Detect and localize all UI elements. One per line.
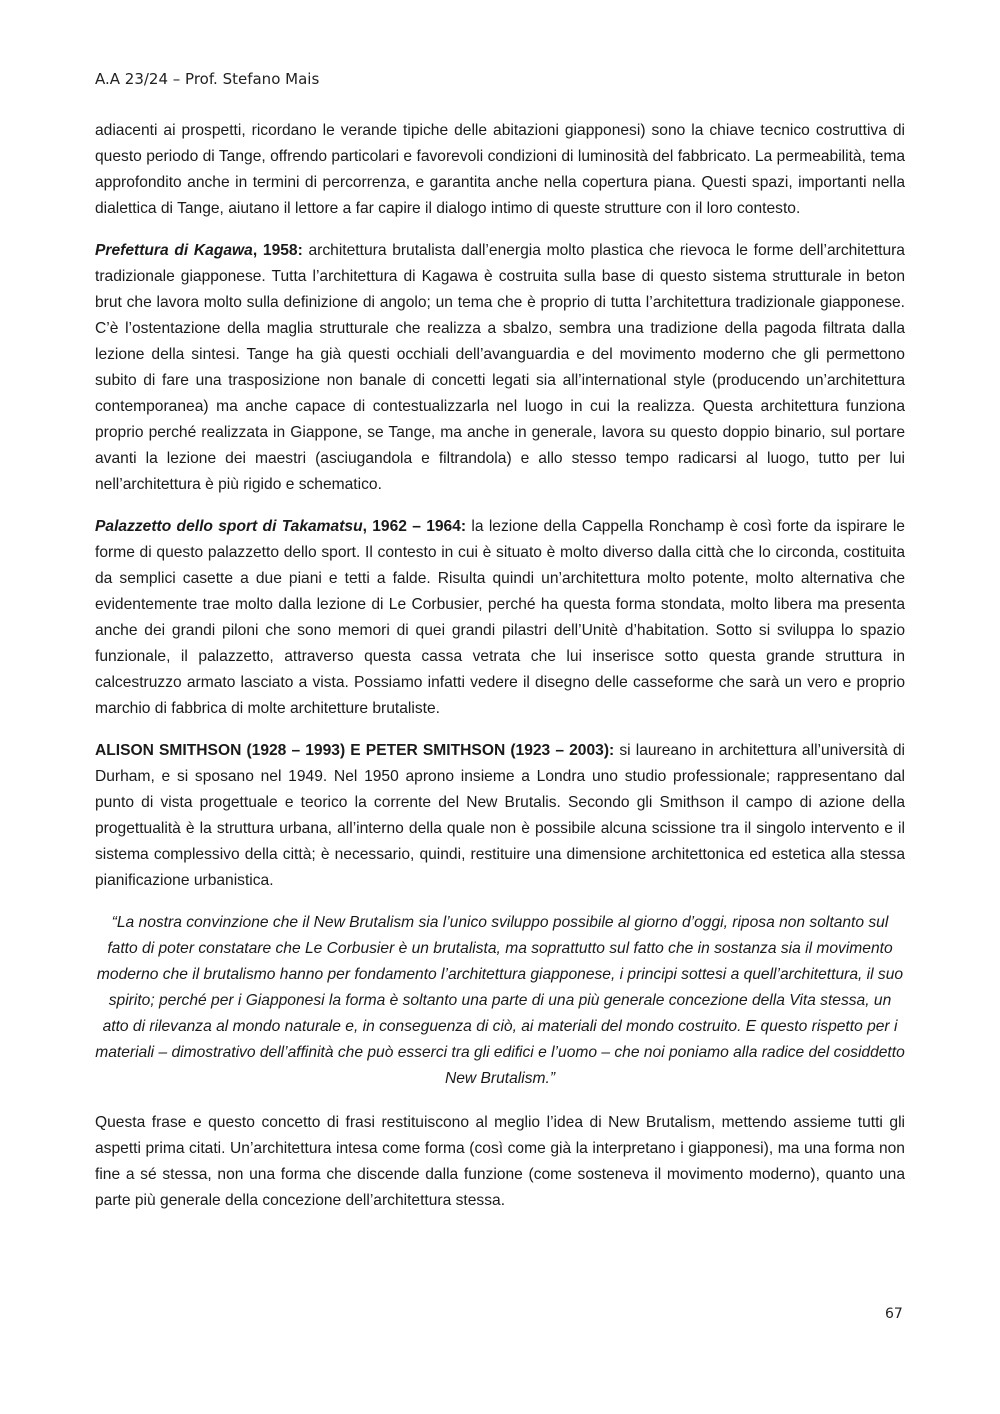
page-number: 67 — [885, 1306, 903, 1322]
page-header: A.A 23/24 – Prof. Stefano Mais — [95, 70, 320, 88]
kagawa-title: Prefettura di Kagawa — [95, 242, 253, 259]
smithson-quote: “La nostra convinzione che il New Brutalism sia l’unico sviluppo possibile al giorno d’oggi, riposa non soltanto sul fatto di poter constatare che Le Corbusier è un brutalista, ma soprattutto sul fatto che in sostanza sia il movimento moderno che il brutalismo hanno per fondamento l’architettura giapponese, i principi sottesi a quell’architettura, il suo spirito; perché per i Giapponesi la forma è soltanto una parte di una più generale concezione della Vita stessa, un atto di rilevanza al mondo naturale e, in conseguenza di ciò, ai materiali del mondo costruito. E questo rispetto per i materiali – dimostrativo dell’affinità che può esserci tra gli edifici e l’uomo – che noi poniamo alla radice del cosiddetto New Brutalism.” — [95, 914, 905, 1087]
kagawa-year: , 1958: — [252, 242, 303, 259]
kagawa-text: architettura brutalista dall’energia molto plastica che rievoca le forme dell’architettura tradizionale giapponese. Tutta l’architettura di Kagawa è costruita sulla base di questo sistema strutturale in beton brut che lavora molto sulla definizione di angolo; un tema che è proprio di tutta l’architettura tradizionale giapponese. C’è l’ostentazione della maglia strutturale che realizza a sbalzo, sembra una tradizione della pagoda filtrata dalla lezione della sintesi. Tange ha già questi occhiali dell’avanguardia e del movimento moderno che gli permettono subito di fare una trasposizione non banale di concetti legati sia all’international style (producendo un’architettura contemporanea) ma anche capace di contestualizzarla nel luogo in cui la realizza. Questa architettura funziona proprio perché realizzata in Giappone, se Tange, ma anche in generale, lavora su questo doppio binario, sul portare avanti la lezione dei maestri (asciugandola e filtrandola) e allo stesso tempo radicarsi al luogo, tutto per lui nell’architettura è più rigido e schematico. — [95, 242, 905, 493]
paragraph-takamatsu — [95, 514, 905, 722]
paragraph-tange-verandas: adiacenti ai prospetti, ricordano le verande tipiche delle abitazioni giapponesi) sono la chiave tecnico costruttiva di questo periodo di Tange, offrendo particolari e favorevoli condizioni di luminosità del fabbricato. La permeabilità, tema approfondito anche in termini di percorrenza, e garantita anche nella copertura piana. Questi spazi, importanti nella dialettica di Tange, aiutano il lettore a far capire il dialogo intimo di queste strutture con il loro contesto. — [95, 122, 905, 217]
paragraph-kagawa — [95, 238, 905, 498]
takamatsu-title: Palazzetto dello sport di Takamatsu — [95, 518, 363, 535]
paragraph-new-brutalism-conclusion: Questa frase e questo concetto di frasi restituiscono al meglio l’idea di New Brutalism, mettendo assieme tutti gli aspetti prima citati. Un’architettura intesa come forma (così come già la interpretano i giapponesi), ma una forma non fine a sé stessa, non una forma che discende dalla funzione (come sosteneva il movimento moderno), quanto una parte più generale della concezione dell’architettura stessa. — [95, 1114, 905, 1209]
takamatsu-year: , 1962 – 1964: — [362, 518, 467, 535]
document-body — [95, 118, 905, 1230]
takamatsu-text: la lezione della Cappella Ronchamp è così forte da ispirare le forme di questo palazzetto dello sport. Il contesto in cui è situato è molto diverso dalla città che lo circonda, costituita da semplici casette a due piani e tetti a falde. Risulta quindi un’architettura molto potente, molto alternativa che evidentemente trae molto dalla lezione di Le Corbusier, perché ha questa forma stondata, molto libera ma presenta anche dei grandi piloni che sono memori di quei grandi pilastri dell’Unitè d’habitation. Sotto si sviluppa lo spazio funzionale, il palazzetto, attraverso questa cassa vetrata che lui inserisce sotto questa grande struttura in calcestruzzo armato lasciato a vista. Possiamo infatti vedere il disegno delle casseforme che sarà un vero e proprio marchio di fabbrica di molte architetture brutaliste. — [95, 518, 905, 717]
smithson-text: si laureano in architettura all’università di Durham, e si sposano nel 1949. Nel 1950 aprono insieme a Londra uno studio professionale; rappresentano dal punto di vista progettuale e teorico la corrente del New Brutalis. Secondo gli Smithson il campo di azione della progettualità è la struttura urbana, all’interno della quale non è possibile alcuna scissione tra il singolo intervento e il sistema complessivo della città; è necessario, quindi, restituire una dimensione architettonica ed estetica alla stessa pianificazione urbanistica. — [95, 742, 905, 889]
smithson-heading: ALISON SMITHSON (1928 – 1993) E PETER SMITHSON (1923 – 2003): — [95, 742, 615, 759]
paragraph-smithson — [95, 738, 905, 894]
